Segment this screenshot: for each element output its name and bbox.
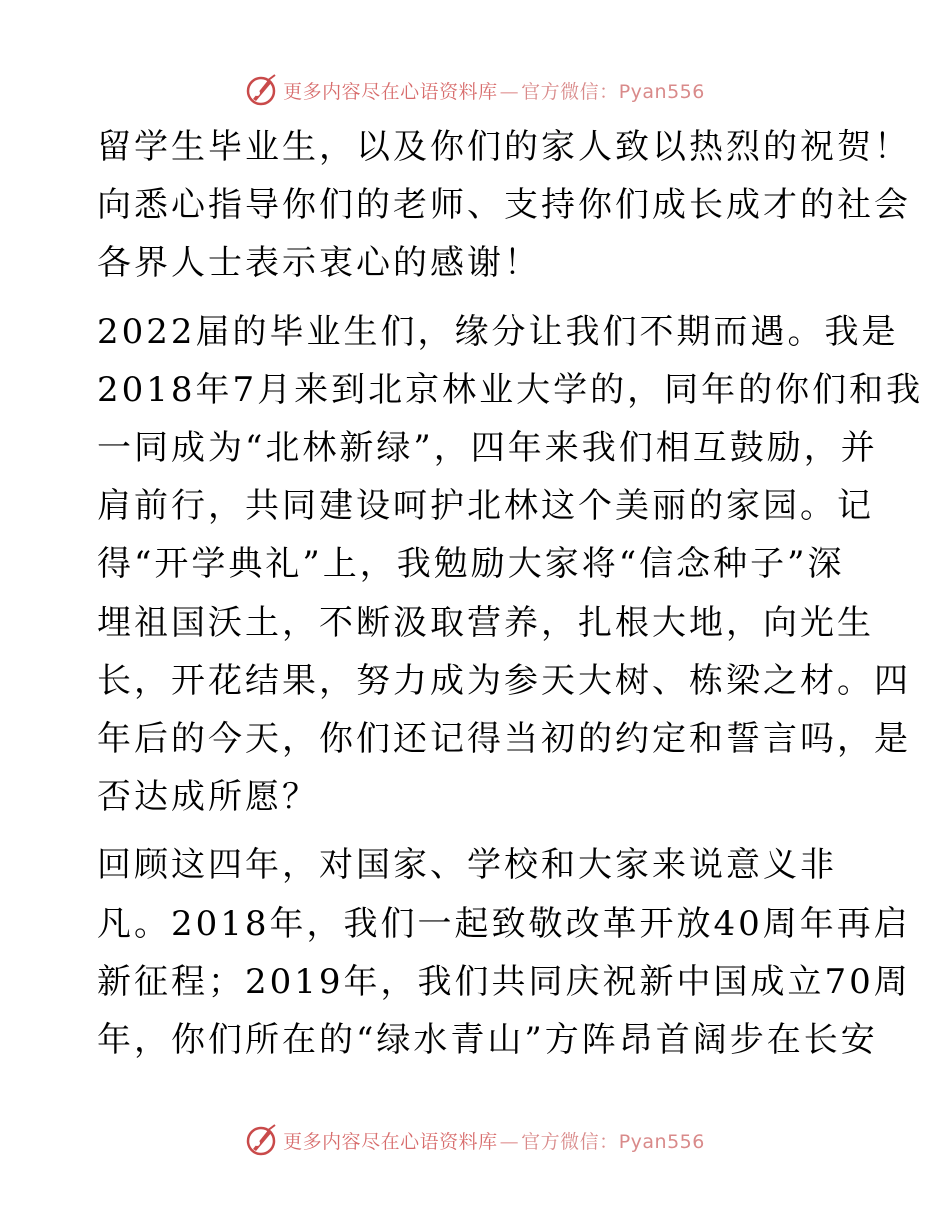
header-watermark bbox=[0, 70, 950, 110]
text-line: 肩前行，共同建设呵护北林这个美丽的家园。记 bbox=[97, 486, 874, 527]
watermark-text bbox=[283, 1127, 705, 1154]
watermark-separator: — bbox=[499, 1130, 520, 1153]
quill-pen-logo-icon bbox=[245, 73, 279, 107]
paragraph-2 bbox=[97, 303, 924, 827]
text-line: 凡。2018年，我们一起致敬改革开放40周年再启 bbox=[97, 903, 911, 944]
watermark-wechat-id: Pyan556 bbox=[618, 80, 705, 103]
text-line: 向悉心指导你们的老师、支持你们成长成才的社会 bbox=[97, 185, 911, 226]
paragraph-1 bbox=[97, 118, 911, 293]
text-line: 埋祖国沃土，不断汲取营养，扎根大地，向光生 bbox=[97, 602, 874, 643]
text-line: 各界人士表示衷心的感谢！ bbox=[97, 243, 541, 284]
watermark-site: 更多内容尽在心语资料库 bbox=[283, 80, 498, 103]
text-line: 回顾这四年，对国家、学校和大家来说意义非 bbox=[97, 845, 837, 886]
text-line: 新征程；2019年，我们共同庆祝新中国成立70周 bbox=[97, 961, 911, 1002]
watermark-wechat-id: Pyan556 bbox=[618, 1130, 705, 1153]
text-line: 2022届的毕业生们，缘分让我们不期而遇。我是 bbox=[97, 311, 899, 352]
document-body bbox=[97, 118, 924, 1079]
watermark-text bbox=[283, 77, 705, 104]
text-line: 否达成所愿？ bbox=[97, 777, 319, 818]
text-line: 留学生毕业生，以及你们的家人致以热烈的祝贺！ bbox=[97, 127, 911, 167]
text-line: 得“开学典礼”上，我勉励大家将“信念种子”深 bbox=[97, 544, 845, 585]
paragraph-3 bbox=[97, 836, 911, 1069]
watermark-separator: — bbox=[499, 80, 520, 103]
footer-watermark bbox=[0, 1120, 950, 1160]
watermark-wechat-label: 官方微信： bbox=[521, 80, 619, 103]
quill-pen-logo-icon bbox=[245, 1123, 279, 1157]
text-line: 年，你们所在的“绿水青山”方阵昂首阔步在长安 bbox=[97, 1020, 878, 1061]
watermark-wechat-label: 官方微信： bbox=[521, 1130, 619, 1153]
text-line: 年后的今天，你们还记得当初的约定和誓言吗，是 bbox=[97, 719, 911, 760]
text-line: 长，开花结果，努力成为参天大树、栋梁之材。四 bbox=[97, 660, 911, 701]
text-line: 一同成为“北林新绿”，四年来我们相互鼓励，并 bbox=[97, 428, 878, 469]
watermark-site: 更多内容尽在心语资料库 bbox=[283, 1130, 498, 1153]
text-line: 2018年7月来到北京林业大学的，同年的你们和我 bbox=[97, 369, 924, 410]
